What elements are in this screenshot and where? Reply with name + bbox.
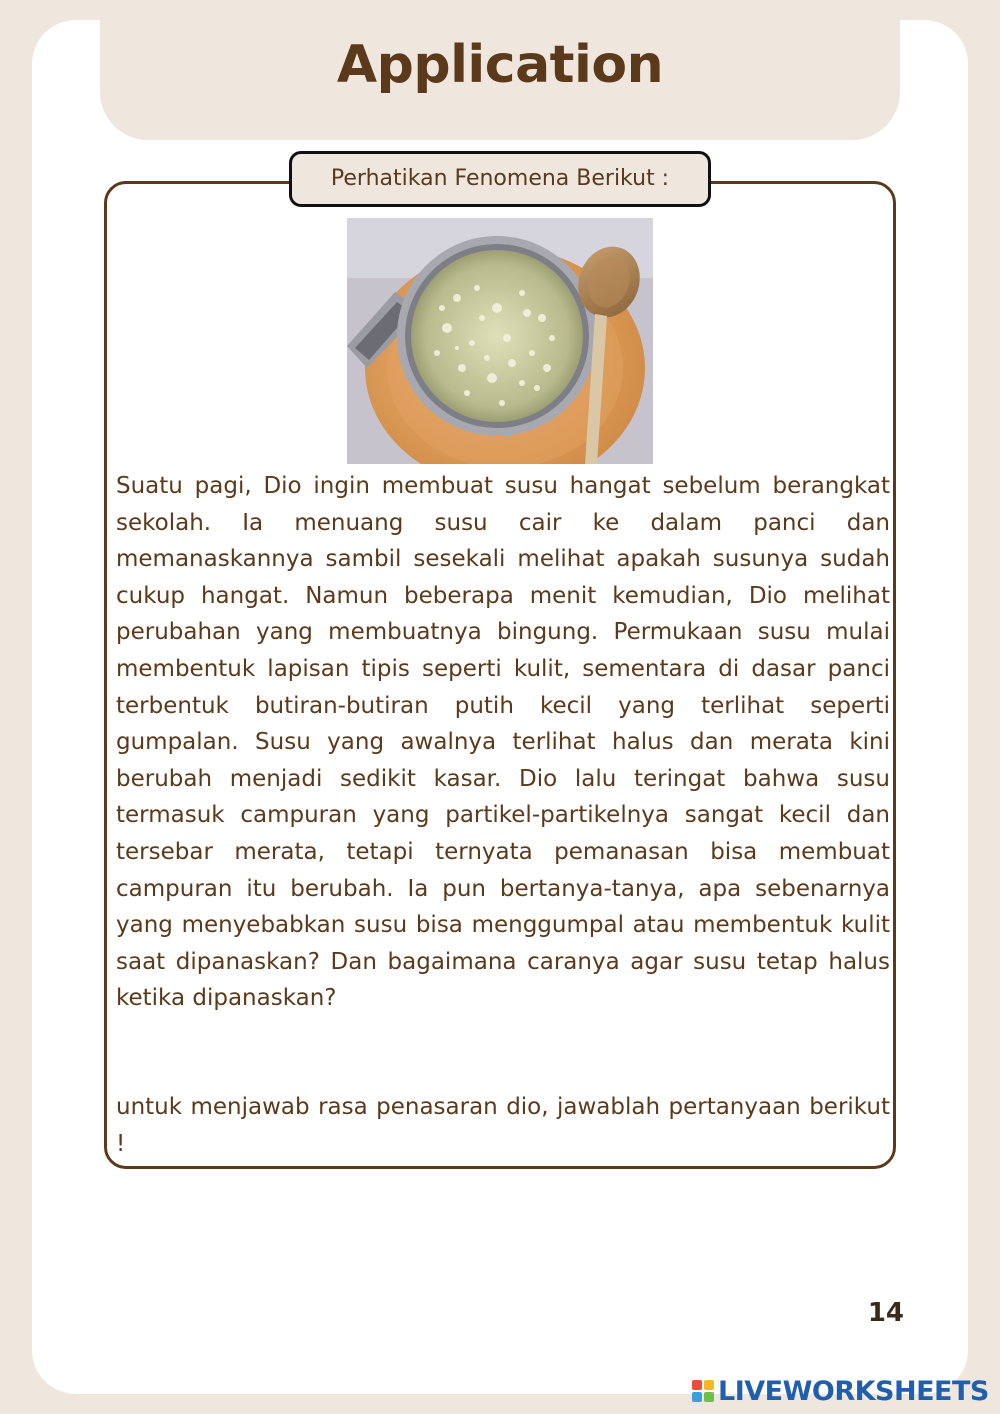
instruction-text: untuk menjawab rasa penasaran dio, jawablah pertanyaan berikut !	[116, 1094, 890, 1157]
page-number: 14	[867, 1298, 904, 1328]
story-paragraph: Suatu pagi, Dio ingin membuat susu hangat sebelum berangkat sekolah. Ia menuang susu cair ke dalam panci dan memanaskannya sambil sesekali melihat apakah susunya sudah cukup hangat. Namun beberapa menit kemudian, Dio melihat perubahan yang membuatnya bingung. Permukaan susu mulai membentuk lapisan tipis seperti kulit, sementara di dasar panci terbentuk butiran-butiran putih kecil yang terlihat seperti gumpalan. Susu yang awalnya terlihat halus dan merata kini berubah menjadi sedikit kasar. Dio lalu teringat bahwa susu termasuk campuran yang partikel-partikelnya sangat kecil dan tersebar merata, tetapi ternyata pemanasan bisa membuat campuran itu berubah. Ia pun bertanya-tanya, apa sebenarnya yang menyebabkan susu bisa menggumpal atau membentuk kulit saat dipanaskan? Dan bagaimana caranya agar susu tetap halus ketika dipanaskan?	[116, 473, 890, 1012]
milk-pot-photo	[347, 218, 653, 464]
page-title: Application	[336, 35, 664, 95]
section-label: Perhatikan Fenomena Berikut :	[289, 151, 711, 207]
liveworksheets-logo	[692, 1374, 989, 1408]
liveworksheets-icon	[692, 1380, 714, 1402]
brand-name: LIVEWORKSHEETS	[718, 1375, 989, 1407]
milk-pot-illustration	[347, 218, 653, 464]
